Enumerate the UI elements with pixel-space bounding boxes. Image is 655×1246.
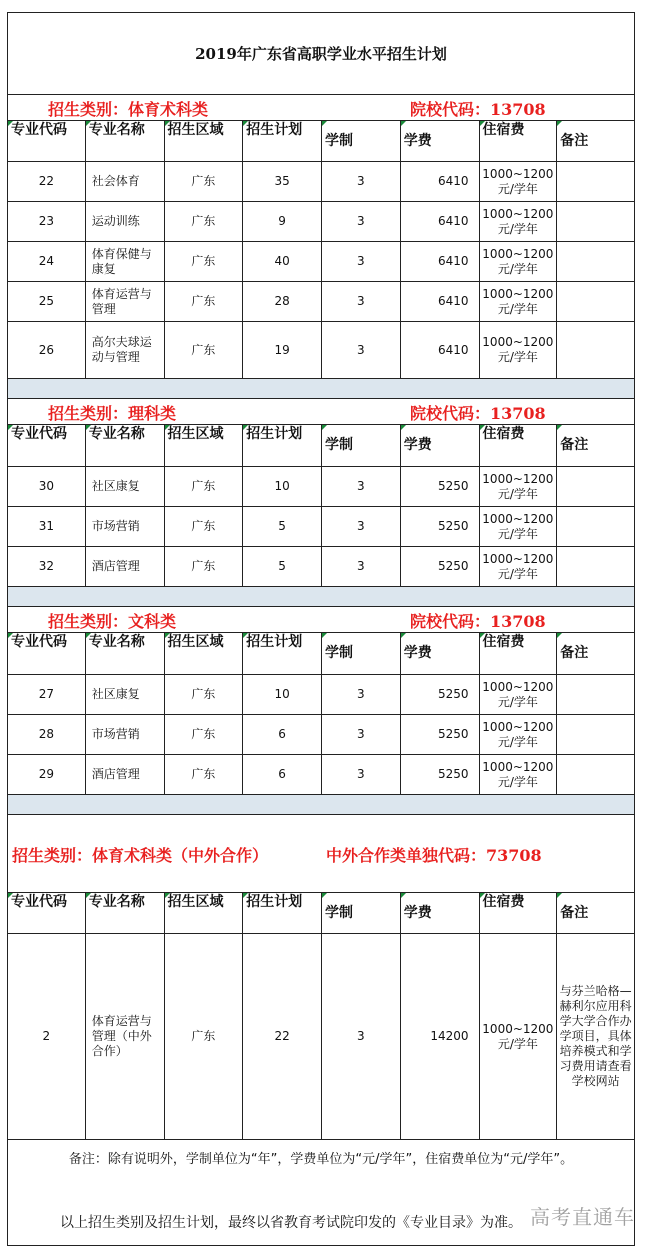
column-header: 专业代码 [8,425,86,466]
table-cell [557,242,634,281]
table-cell: 5250 [401,715,480,754]
column-header: 学费 [401,425,480,466]
table-row [8,202,634,242]
table-cell: 32 [8,547,86,586]
column-header: 招生计划 [243,633,322,674]
table-cell: 6410 [401,242,480,281]
table-row [8,282,634,322]
column-header: 招生区域 [165,425,244,466]
table-cell [557,547,634,586]
column-header: 招生区域 [165,121,244,161]
column-header: 学费 [401,893,480,933]
table-cell: 广东 [165,715,244,754]
table-row [8,675,634,715]
table-cell: 1000~1200元/学年 [480,675,558,714]
table-row [8,755,634,795]
table-cell: 广东 [165,507,244,546]
column-header: 专业代码 [8,633,86,674]
table-cell [557,282,634,321]
column-header: 住宿费 [480,425,558,466]
table-cell [557,715,634,754]
column-header: 住宿费 [480,633,558,674]
table-cell: 19 [243,322,322,378]
column-header: 学制 [322,633,401,674]
column-header: 招生区域 [165,633,244,674]
column-header: 备注 [557,633,634,674]
table-cell: 广东 [165,547,244,586]
school-code: 院校代码：13708 [410,100,546,119]
table-cell: 广东 [165,675,244,714]
table-cell: 29 [8,755,86,794]
table-cell: 26 [8,322,86,378]
table-cell: 3 [322,715,401,754]
table-cell [557,322,634,378]
category-label: 招生类别：文科类 [48,612,177,631]
table-cell: 3 [322,755,401,794]
table-cell: 广东 [165,202,244,241]
header-row [8,893,634,934]
table-cell: 6410 [401,202,480,241]
category-row [8,95,634,121]
table-cell: 广东 [165,242,244,281]
table-cell [557,675,634,714]
column-header: 学制 [322,893,401,933]
table-cell: 3 [322,322,401,378]
table-cell [557,507,634,546]
section-divider [8,795,634,815]
table-cell: 市场营销 [86,715,165,754]
table-cell: 3 [322,242,401,281]
table-row [8,467,634,507]
table-cell: 1000~1200元/学年 [480,282,558,321]
table-cell: 1000~1200元/学年 [480,322,558,378]
table-cell: 市场营销 [86,507,165,546]
table-cell: 广东 [165,467,244,506]
table-cell: 酒店管理 [86,755,165,794]
table-cell [557,162,634,201]
section-divider [8,587,634,607]
table-cell: 5250 [401,467,480,506]
table-row [8,507,634,547]
table-cell: 14200 [401,934,480,1139]
category-row [8,607,634,633]
table-cell: 10 [243,675,322,714]
table-cell: 30 [8,467,86,506]
table-cell: 27 [8,675,86,714]
table-cell: 3 [322,202,401,241]
table-cell: 40 [243,242,322,281]
column-header: 专业代码 [8,121,86,161]
table-cell: 23 [8,202,86,241]
column-header: 招生计划 [243,425,322,466]
column-header: 专业名称 [86,893,165,933]
column-header: 备注 [557,425,634,466]
table-cell: 6 [243,755,322,794]
table-row [8,322,634,379]
header-row [8,633,634,675]
table-cell: 3 [322,547,401,586]
header-row [8,425,634,467]
column-header: 学制 [322,425,401,466]
table-cell: 3 [322,675,401,714]
table-cell: 1000~1200元/学年 [480,467,558,506]
table-cell: 6410 [401,162,480,201]
column-header: 招生区域 [165,893,244,933]
column-header: 专业名称 [86,425,165,466]
table-cell: 3 [322,507,401,546]
table-cell: 1000~1200元/学年 [480,202,558,241]
table-cell [557,202,634,241]
table-cell: 社区康复 [86,467,165,506]
table-cell: 1000~1200元/学年 [480,547,558,586]
column-header: 专业代码 [8,893,86,933]
table-cell: 1000~1200元/学年 [480,242,558,281]
note-text: 备注：除有说明外，学制单位为“年”，学费单位为“元/学年”，住宿费单位为“元/学年”。 [68,1152,574,1167]
table-cell: 社区康复 [86,675,165,714]
table-cell: 6 [243,715,322,754]
table-cell: 31 [8,507,86,546]
table-cell: 22 [8,162,86,201]
watermark: 高考直通车 [530,1205,635,1229]
table-cell: 与芬兰哈格—赫利尔应用科学大学合作办学项目，具体培养模式和学习费用请查看学校网站 [559,984,632,1088]
category-label: 招生类别：体育术科类 [48,100,209,119]
enrollment-plan-table [7,12,635,1246]
table-cell: 5250 [401,675,480,714]
table-row [8,547,634,587]
table-cell: 1000~1200元/学年 [480,507,558,546]
table-row [8,934,634,1140]
table-cell: 10 [243,467,322,506]
table-cell: 1000~1200元/学年 [480,162,558,201]
table-cell: 22 [243,934,322,1139]
table-cell: 5 [243,547,322,586]
table-cell: 2 [8,934,86,1139]
category-label: 招生类别：体育术科类（中外合作） [12,846,269,865]
table-cell: 5 [243,507,322,546]
table-cell: 5250 [401,507,480,546]
table-cell: 3 [322,467,401,506]
school-code: 院校代码：13708 [410,404,546,423]
table-cell: 广东 [165,755,244,794]
notes [8,1140,634,1245]
table-row [8,162,634,202]
column-header: 学费 [401,121,480,161]
table-cell: 体育运营与管理 [86,282,165,321]
column-header: 学费 [401,633,480,674]
table-cell: 28 [243,282,322,321]
table-cell: 5250 [401,755,480,794]
table-cell: 3 [322,282,401,321]
table-cell: 1000~1200元/学年 [480,715,558,754]
table-cell: 广东 [165,282,244,321]
school-code: 院校代码：13708 [410,612,546,631]
page-title: 2019年广东省高职学业水平招生计划 [8,13,634,95]
column-header: 备注 [557,893,634,933]
column-header: 专业名称 [86,633,165,674]
table-cell: 25 [8,282,86,321]
table-cell: 1000~1200元/学年 [480,755,558,794]
category-row [8,815,634,893]
category-row [8,399,634,425]
section-divider [8,379,634,399]
column-header: 住宿费 [480,893,558,933]
column-header: 专业名称 [86,121,165,161]
table-cell: 9 [243,202,322,241]
table-cell: 酒店管理 [86,547,165,586]
table-cell: 3 [322,162,401,201]
table-row [8,242,634,282]
school-code: 中外合作类单独代码：73708 [326,846,542,865]
column-header: 招生计划 [243,121,322,161]
footer-text: 以上招生类别及招生计划，最终以省教育考试院印发的《专业目录》为准。 [60,1215,522,1231]
table-cell: 体育运营与管理（中外合作） [86,934,165,1139]
table-cell: 24 [8,242,86,281]
column-header: 学制 [322,121,401,161]
table-cell [557,467,634,506]
table-cell: 广东 [165,934,244,1139]
table-cell: 3 [322,934,401,1139]
table-cell: 5250 [401,547,480,586]
table-cell: 高尔夫球运动与管理 [86,322,165,378]
column-header: 备注 [557,121,634,161]
column-header: 住宿费 [480,121,558,161]
table-cell: 社会体育 [86,162,165,201]
table-cell: 运动训练 [86,202,165,241]
table-row [8,715,634,755]
table-cell: 6410 [401,282,480,321]
category-label: 招生类别：理科类 [48,404,177,423]
table-cell: 广东 [165,162,244,201]
table-body [8,95,634,1140]
table-cell: 1000~1200元/学年 [480,934,558,1139]
table-cell: 体育保健与康复 [86,242,165,281]
table-cell: 35 [243,162,322,201]
header-row [8,121,634,162]
table-cell: 广东 [165,322,244,378]
table-cell: 28 [8,715,86,754]
table-cell [557,755,634,794]
table-cell: 6410 [401,322,480,378]
column-header: 招生计划 [243,893,322,933]
